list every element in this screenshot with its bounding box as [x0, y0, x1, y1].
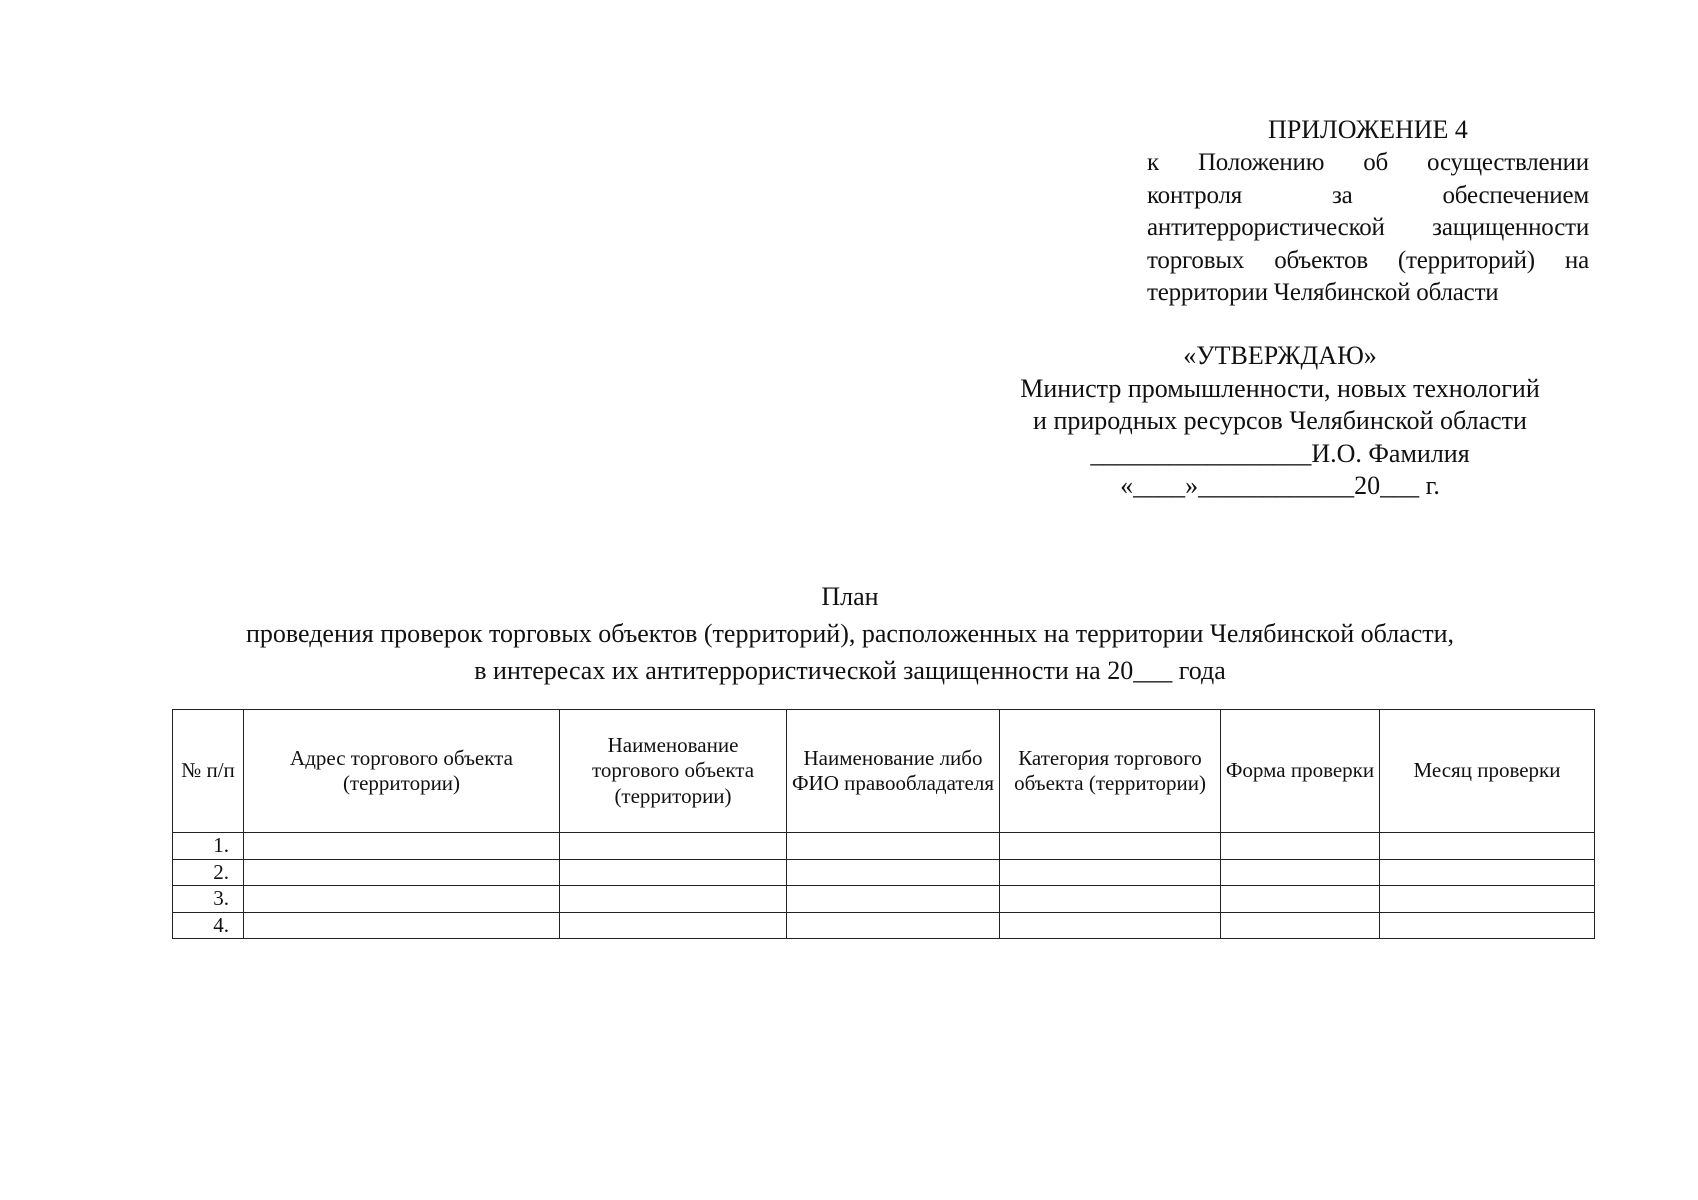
table-cell — [1380, 859, 1595, 886]
header-check-month: Месяц проверки — [1380, 710, 1595, 833]
table-cell — [560, 859, 787, 886]
table-cell — [787, 886, 1000, 913]
header-category: Категория торгового объекта (территории) — [1000, 710, 1221, 833]
approval-position-line1: Министр промышленности, новых технологий — [1020, 373, 1540, 403]
table-cell — [244, 833, 560, 860]
appendix-text: к Положению об осуществлении контроля за обеспечением антитеррористической защищенности торговых объектов (территорий) на территории Челябинской области — [1147, 149, 1589, 306]
row-number: 3. — [173, 886, 244, 913]
table-cell — [244, 859, 560, 886]
table-cell — [1000, 912, 1221, 939]
appendix-block — [1147, 114, 1589, 310]
table-header-row — [173, 710, 1595, 833]
table-row — [173, 886, 1595, 913]
row-number: 4. — [173, 912, 244, 939]
table-cell — [560, 912, 787, 939]
appendix-title: ПРИЛОЖЕНИЕ 4 — [1268, 115, 1468, 144]
row-number: 1. — [173, 833, 244, 860]
approval-block — [960, 340, 1600, 503]
table-cell — [1221, 859, 1380, 886]
table-cell — [1380, 833, 1595, 860]
table-cell — [1221, 886, 1380, 913]
table-cell — [1000, 833, 1221, 860]
table-cell — [1380, 886, 1595, 913]
approval-signature: _________________И.О. Фамилия — [1090, 438, 1470, 468]
plan-table — [172, 709, 1595, 939]
table-cell — [560, 886, 787, 913]
table-cell — [787, 833, 1000, 860]
approval-heading: «УТВЕРЖДАЮ» — [1183, 341, 1377, 370]
header-address: Адрес торгового объекта (территории) — [244, 710, 560, 833]
plan-subtitle-line2: в интересах их антитеррористической защищенности на 20___ года — [474, 656, 1226, 685]
table-cell — [244, 912, 560, 939]
header-object-name: Наименование торгового объекта (территории) — [560, 710, 787, 833]
table-cell — [244, 886, 560, 913]
header-number: № п/п — [173, 710, 244, 833]
header-owner: Наименование либо ФИО правообладателя — [787, 710, 1000, 833]
table-cell — [1000, 859, 1221, 886]
table-cell — [1380, 912, 1595, 939]
table-row — [173, 859, 1595, 886]
header-check-form: Форма проверки — [1221, 710, 1380, 833]
table-cell — [560, 833, 787, 860]
table-cell — [787, 859, 1000, 886]
table-row — [173, 912, 1595, 939]
table-cell — [787, 912, 1000, 939]
row-number: 2. — [173, 859, 244, 886]
table-cell — [1000, 886, 1221, 913]
table-row — [173, 833, 1595, 860]
approval-date: «____»____________20___ г. — [1120, 471, 1440, 500]
approval-position-line2: и природных ресурсов Челябинской области — [1033, 406, 1527, 435]
table-cell — [1221, 833, 1380, 860]
plan-title: План — [821, 582, 879, 611]
plan-heading — [100, 578, 1600, 689]
table-cell — [1221, 912, 1380, 939]
plan-subtitle-line1: проведения проверок торговых объектов (территорий), расположенных на территории Челябинской области, — [245, 619, 1455, 648]
